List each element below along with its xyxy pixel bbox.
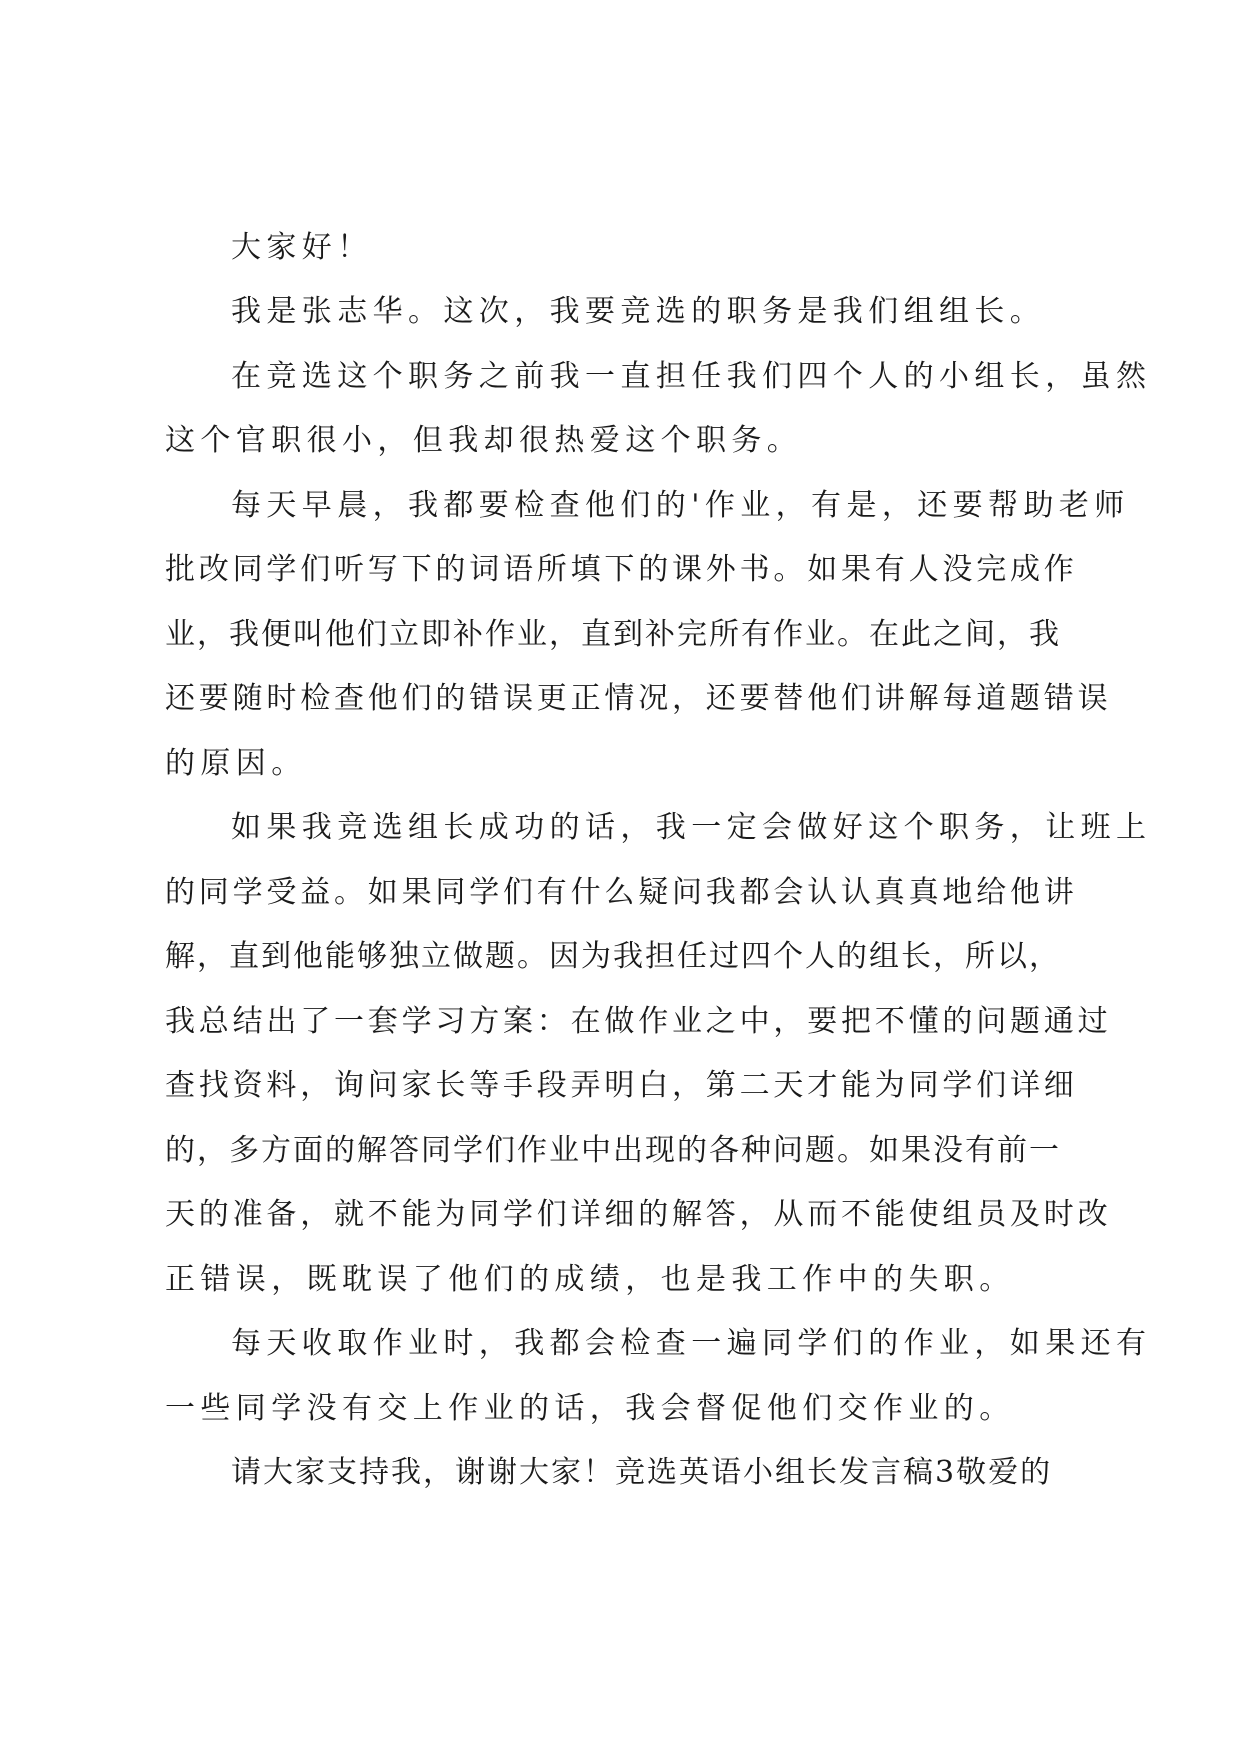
paragraph-line: 在竞选这个职务之前我一直担任我们四个人的小组长，虽然 [231, 359, 1152, 394]
paragraph-line: 请大家支持我，谢谢大家！竞选英语小组长发言稿3敬爱的 [231, 1455, 1053, 1490]
paragraph-line: 还要随时检查他们的错误更正情况，还要替他们讲解每道题错误 [165, 681, 1112, 716]
paragraph-line: 查找资料，询问家长等手段弄明白，第二天才能为同学们详细 [165, 1068, 1078, 1103]
paragraph-line: 一些同学没有交上作业的话，我会督促他们交作业的。 [165, 1391, 1015, 1426]
paragraph-line: 的原因。 [165, 746, 307, 781]
paragraph-line: 的，多方面的解答同学们作业中出现的各种问题。如果没有前一 [165, 1133, 1061, 1168]
paragraph-line: 这个官职很小，但我却很热爱这个职务。 [165, 423, 803, 458]
paragraph-line: 的同学受益。如果同学们有什么疑问我都会认认真真地给他讲 [165, 875, 1078, 910]
paragraph-line: 批改同学们听写下的词语所填下的课外书。如果有人没完成作 [165, 552, 1078, 587]
paragraph-line: 正错误，既耽误了他们的成绩，也是我工作中的失职。 [165, 1262, 1015, 1297]
paragraph-line: 大家好！ [231, 230, 373, 265]
paragraph-line: 每天早晨，我都要检查他们的'作业，有是，还要帮助老师 [231, 488, 1130, 523]
paragraph-line: 每天收取作业时，我都会检查一遍同学们的作业，如果还有 [231, 1326, 1152, 1361]
paragraph-line: 天的准备，就不能为同学们详细的解答，从而不能使组员及时改 [165, 1197, 1112, 1232]
paragraph-line: 如果我竞选组长成功的话，我一定会做好这个职务，让班上 [231, 810, 1152, 845]
paragraph-line: 解，直到他能够独立做题。因为我担任过四个人的组长，所以， [165, 939, 1061, 974]
paragraph-line: 我总结出了一套学习方案：在做作业之中，要把不懂的问题通过 [165, 1004, 1112, 1039]
paragraph-line: 业，我便叫他们立即补作业，直到补完所有作业。在此之间，我 [165, 617, 1061, 652]
paragraph-line: 我是张志华。这次，我要竞选的职务是我们组组长。 [231, 294, 1046, 329]
